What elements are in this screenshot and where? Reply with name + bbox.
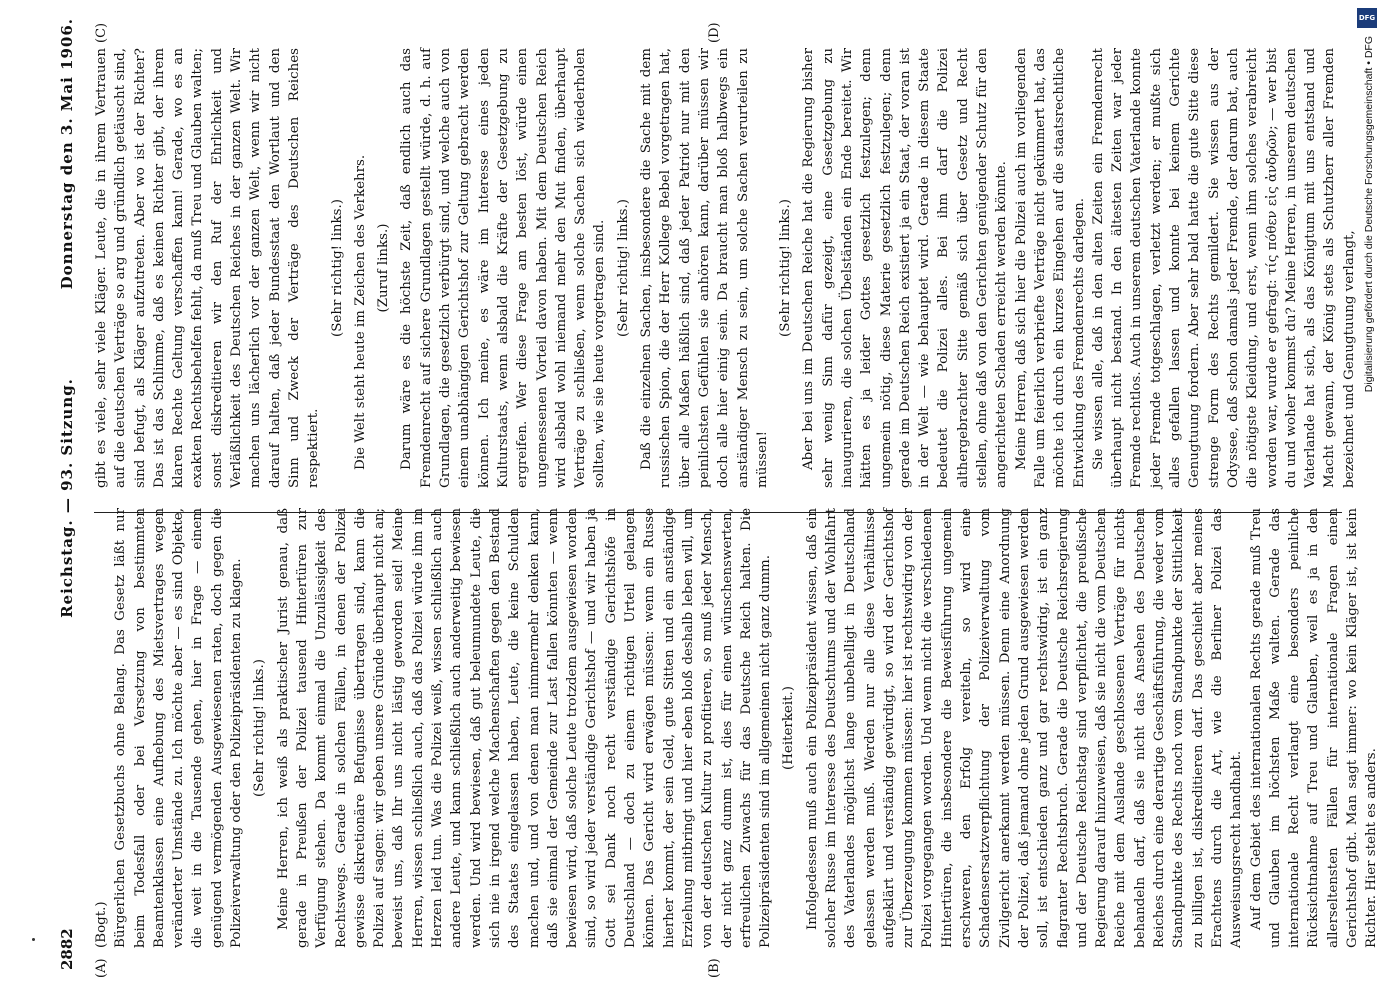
right-interjection-1: (Sehr richtig! links.) xyxy=(329,199,345,337)
dfg-logo-text: DFG xyxy=(1358,14,1376,22)
margin-marker-c: (C) xyxy=(94,22,109,43)
margin-marker-b: (B) xyxy=(707,958,722,978)
right-paragraph-7: Sie wissen alle, daß in den alten Zeiten ein Fremdenrecht überhaupt nicht bestand. In den ältesten Zeiten war jeder Fremde rechtlos. Auch in unserem deutschen Vaterlande konnte jeder Fremde totgeschlagen, verletzt werden; er mußte sich alles gefallen lassen und konnte bei keinem Gerichte Genugtuung fordern. Aber sehr bald hatte die gute Sitte diese strenge Form des Rechts gemildert. Sie wissen aus der Odyssee, daß schon damals jeder Fremde, der darum bat, auch die nötigste Kleidung, und erst, wenn ihm solches verabreicht worden war, wurde er gefragt: τίς πόθεν εἰς ἀνδρῶν; — wer bist du und woher kommst du? Meine Herren, in unserem deutschen Vaterlande hat sich, als das Königtum mit uns entstand und Macht gewann, der König stets als Schutzherr aller Fremden bezeichnet und Genugtuung verlangt, xyxy=(1090,48,1357,488)
dfg-logo xyxy=(1357,8,1377,28)
left-paragraph-3: Infolgedessen muß auch ein Polizeipräsident wissen, daß ein solcher Russe im Interesse des Deutschtums und der Wohlfahrt des Vaterlandes möglichst lange unbehelligt in Deutschland gelassen werden muß. Werden nur alle diese Verhältnisse aufgeklärt und verständig gewürdigt, so wird der Gerichtshof zur Überzeugung kommen müssen: hier ist rechtswidrig von der Polizei vorgegangen worden. Und wenn nicht die verschiedenen Hintertüren, die insbesondere die Beweisführung ungemein erschweren, den Erfolg vereiteln, so wird eine Schadensersatzverpflichtung der Polizeiverwaltung vom Zivilgericht anerkannt werden müssen. Denn eine Anordnung der Polizei, daß jemand ohne jeden Grund ausgewiesen werden soll, ist entschieden ganz und gar rechtswidrig, ist ein ganz flagranter Rechtsbruch. Gerade die Deutsche Reichsregierung und der Deutsche Reichstag sind verpflichtet, die preußische Regierung darauf hinzuweisen, daß sie nicht die vom Deutschen Reiche mit dem Auslande geschlossenen Verträge für nichts behandeln darf, daß sie nicht das Ansehen des Deutschen Reiches durch eine derartige Geschäftsführung, die weder vom Standpunkte des Rechts noch vom Standpunkte der Sittlichkeit zu billigen ist, diskreditieren darf. Das geschieht aber meines Erachtens durch die Art, wie die Berliner Polizei das Ausweisungsrecht handhabt. xyxy=(804,508,1245,948)
left-paragraph-2: Meine Herren, ich weiß als praktischer Jurist genau, daß gerade in Preußen der Polizei tausend Hintertüren zur Verfügung stehen. Da kommt einmal die Unzulässigkeit des Rechtswegs. Gerade in solchen Fällen, in denen der Polizei gewisse diskretionäre Befugnisse übertragen sind, kann die Polizei auf sagen: wir geben unsere Gründe überhaupt nicht an; beweist uns, daß Ihr uns nicht lästig geworden seid! Meine Herren, wissen schließlich auch, daß das Polizei würde ihm im Herzen leid tun. Was die Polizei weiß, wissen schließlich auch andere Leute, und kann schließlich auch anderweitig bewiesen werden. Und wird bewiesen, daß gut beleumundete Leute, die sich nie in irgend welche Machenschaften gegen den Bestand des Staates eingelassen haben, Leute, die keine Schulden machen und, und von denen man nimmermehr denken kann, daß sie einmal der Gemeinde zur Last fallen könnten — wenn bewiesen wird, daß solche Leute trotzdem ausgewiesen worden sind, so wird jeder verständige Gerichtshof — und wir haben ja Gott sei Dank noch recht verständige Gerichtshöfe in Deutschland — doch zu einem richtigen Urteil gelangen können. Das Gericht wird erwägen müssen: wenn ein Russe hierher kommt, der sein Geld, gute Sitten und ein anständige Erziehung mitbringt und hier eben bloß deshalb leben will, um von der deutschen Kultur zu profitieren, so muß jeder Mensch, der nicht ganz dumm ist, dies für einen wünschenswerten, erfreulichen Zuwachs für das Deutsche Reich halten. Die Polizeipräsidenten sind im allgemeinen nicht ganz dumm. xyxy=(275,508,774,948)
session-title: Reichstag. — 93. Sitzung. xyxy=(58,378,76,618)
right-paragraph-2: Die Welt steht heute im Zeichen des Verkehrs. xyxy=(352,154,368,470)
right-interjection-2: (Zuruf links.) xyxy=(376,223,392,313)
left-interjection-1: (Sehr richtig! links.) xyxy=(252,659,268,797)
right-paragraph-5: Aber bei uns im Deutschen Reiche hat die Regierung bisher sehr wenig Sinn dafür gezeigt, eine Gesetzgebung zu inaugurieren, die solchen Übelständen ein Ende bereitet. Wir hätten es ja leider Gottes gesetzlich festzulegen; denn ungemein nötig, diese Materie gesetzlich festzulegen; denn gerade im Deutschen Reich existiert ja ein Staat, der voran ist in der Welt — wie behauptet wird. Gerade in diesem Staate bedeutet die Polizei alles. Bei ihm darf die Polizei althergebrachter Sitte gemäß sich über Gesetz und Recht stellen, ohne daß von den Gerichten genügender Schutz für den angerichteten Schaden erreicht werden könnte. xyxy=(801,48,1010,488)
right-paragraph-1: gibt es viele, sehr viele Kläger. Leute, die in ihrem Vertrauen auf die deutschen Verträge so arg und gründlich getäuscht sind, sind befugt, als Kläger aufzutreten. Aber wo ist der Richter? Das ist das Schlimme, daß es keinen Richter gibt, der ihrem klaren Rechte Geltung verschaffen kann! Gerade, wo es an exakten Rechtsbehelfen fehlt, da muß Treu und Glauben walten; sonst diskreditieren wir den Ruf der Ehrlichkeit und Verläßlichkeit des Deutschen Reiches in der ganzen Welt. Wir machen uns lächerlich vor der ganzen Welt, wenn wir nicht darauf halten, daß jeder Bundesstaat den Wortlaut und den Sinn und Zweck der Verträge des Deutschen Reiches respektiert. xyxy=(94,48,322,488)
margin-marker-d: (D) xyxy=(707,22,722,43)
page-number: 2882 xyxy=(58,928,76,970)
left-column xyxy=(92,508,1380,948)
left-interjection-2: (Heiterkeit.) xyxy=(781,686,797,770)
right-interjection-3: (Sehr richtig! links.) xyxy=(615,199,631,337)
right-paragraph-3: Darum wäre es die höchste Zeit, daß endlich auch das Fremdenrecht auf sichere Grundlagen gestellt würde, d. h. auf Grundlagen, die gesetzlich verbürgt sind, und welche auch von einem unabhängigen Gerichtshof zur Geltung gebracht werden können. Ich meine, es wäre im Interesse eines jeden Kulturstaats, wenn alsbald die Kräfte der Gesetzgebung zu ergreifen. Wer diese Frage am besten löst, würde einen ungemessenen Vorteil davon haben. Mit dem Deutschen Reich wird alsbald wohl niemand mehr den Mut finden, überhaupt Verträge zu schließen, wenn solche Sachen sich wiederholen sollten, wie sie heute vorgetragen sind. xyxy=(399,48,608,488)
session-date: Donnerstag den 3. Mai 1906. xyxy=(58,18,76,290)
stray-dot xyxy=(32,938,35,941)
left-paragraph-1: Bürgerlichen Gesetzbuchs ohne Belang. Das Gesetz läßt nur beim Todesfall oder bei Versetzung von bestimmten Beamtenklassen eine Aufhebung des Mietsvertrages wegen veränderter Umstände zu. Ich möchte aber — es sind Objekte, die weit in die Tausende gehen, hier in Frage — einem genügend vermögenden Ausgewiesenen raten, doch gegen die Polizeiverwaltung oder den Polizeipräsidenten zu klagen. xyxy=(113,508,245,948)
left-paragraph-4: Auf dem Gebiet des internationalen Rechts gerade muß Treu und Glauben im höchsten Maße walten. Gerade das internationale Recht verlangt eine besonders peinliche Rücksichtnahme auf Treu und Glauben, weil es ja in den allerseltensten Fällen für internationale Fragen einen Gerichtshof gibt. Man sagt immer: wo kein Kläger ist, ist kein Richter. Hier steht es anders. xyxy=(1248,508,1380,948)
right-column xyxy=(92,48,1357,488)
right-paragraph-4: Daß die einzelnen Sachen, insbesondere die Sache mit dem russischen Spion, die der Herr Kollege Bebel vorgetragen hat, über alle Maßen häßlich sind, daß jeder Patriot nur mit den peinlichsten Gefühlen sie anhören kann, darüber müssen wir doch alle hier einig sein. Da braucht man bloß halbwegs ein anständiger Mensch zu sein, um solche Sachen verurteilen zu müssen! xyxy=(639,48,770,488)
right-interjection-4: (Sehr richtig! links.) xyxy=(778,199,794,337)
margin-marker-a: (A) xyxy=(94,958,109,978)
page-header xyxy=(52,18,88,978)
right-paragraph-6: Meine Herren, daß sich hier die Polizei auch im vorliegenden Falle um feierlich verbriefte Verträge nicht gekümmert hat, das möchte ich durch ein kurzes Eingehen auf die staatsrechtliche Entwicklung des Fremdenrechts darlegen. xyxy=(1013,48,1087,488)
funding-note: Digitalisierung gefördert durch die Deutsche Forschungsgemeinschaft • DFG xyxy=(1363,36,1375,393)
speaker-label: (Bogt.) xyxy=(94,901,109,948)
